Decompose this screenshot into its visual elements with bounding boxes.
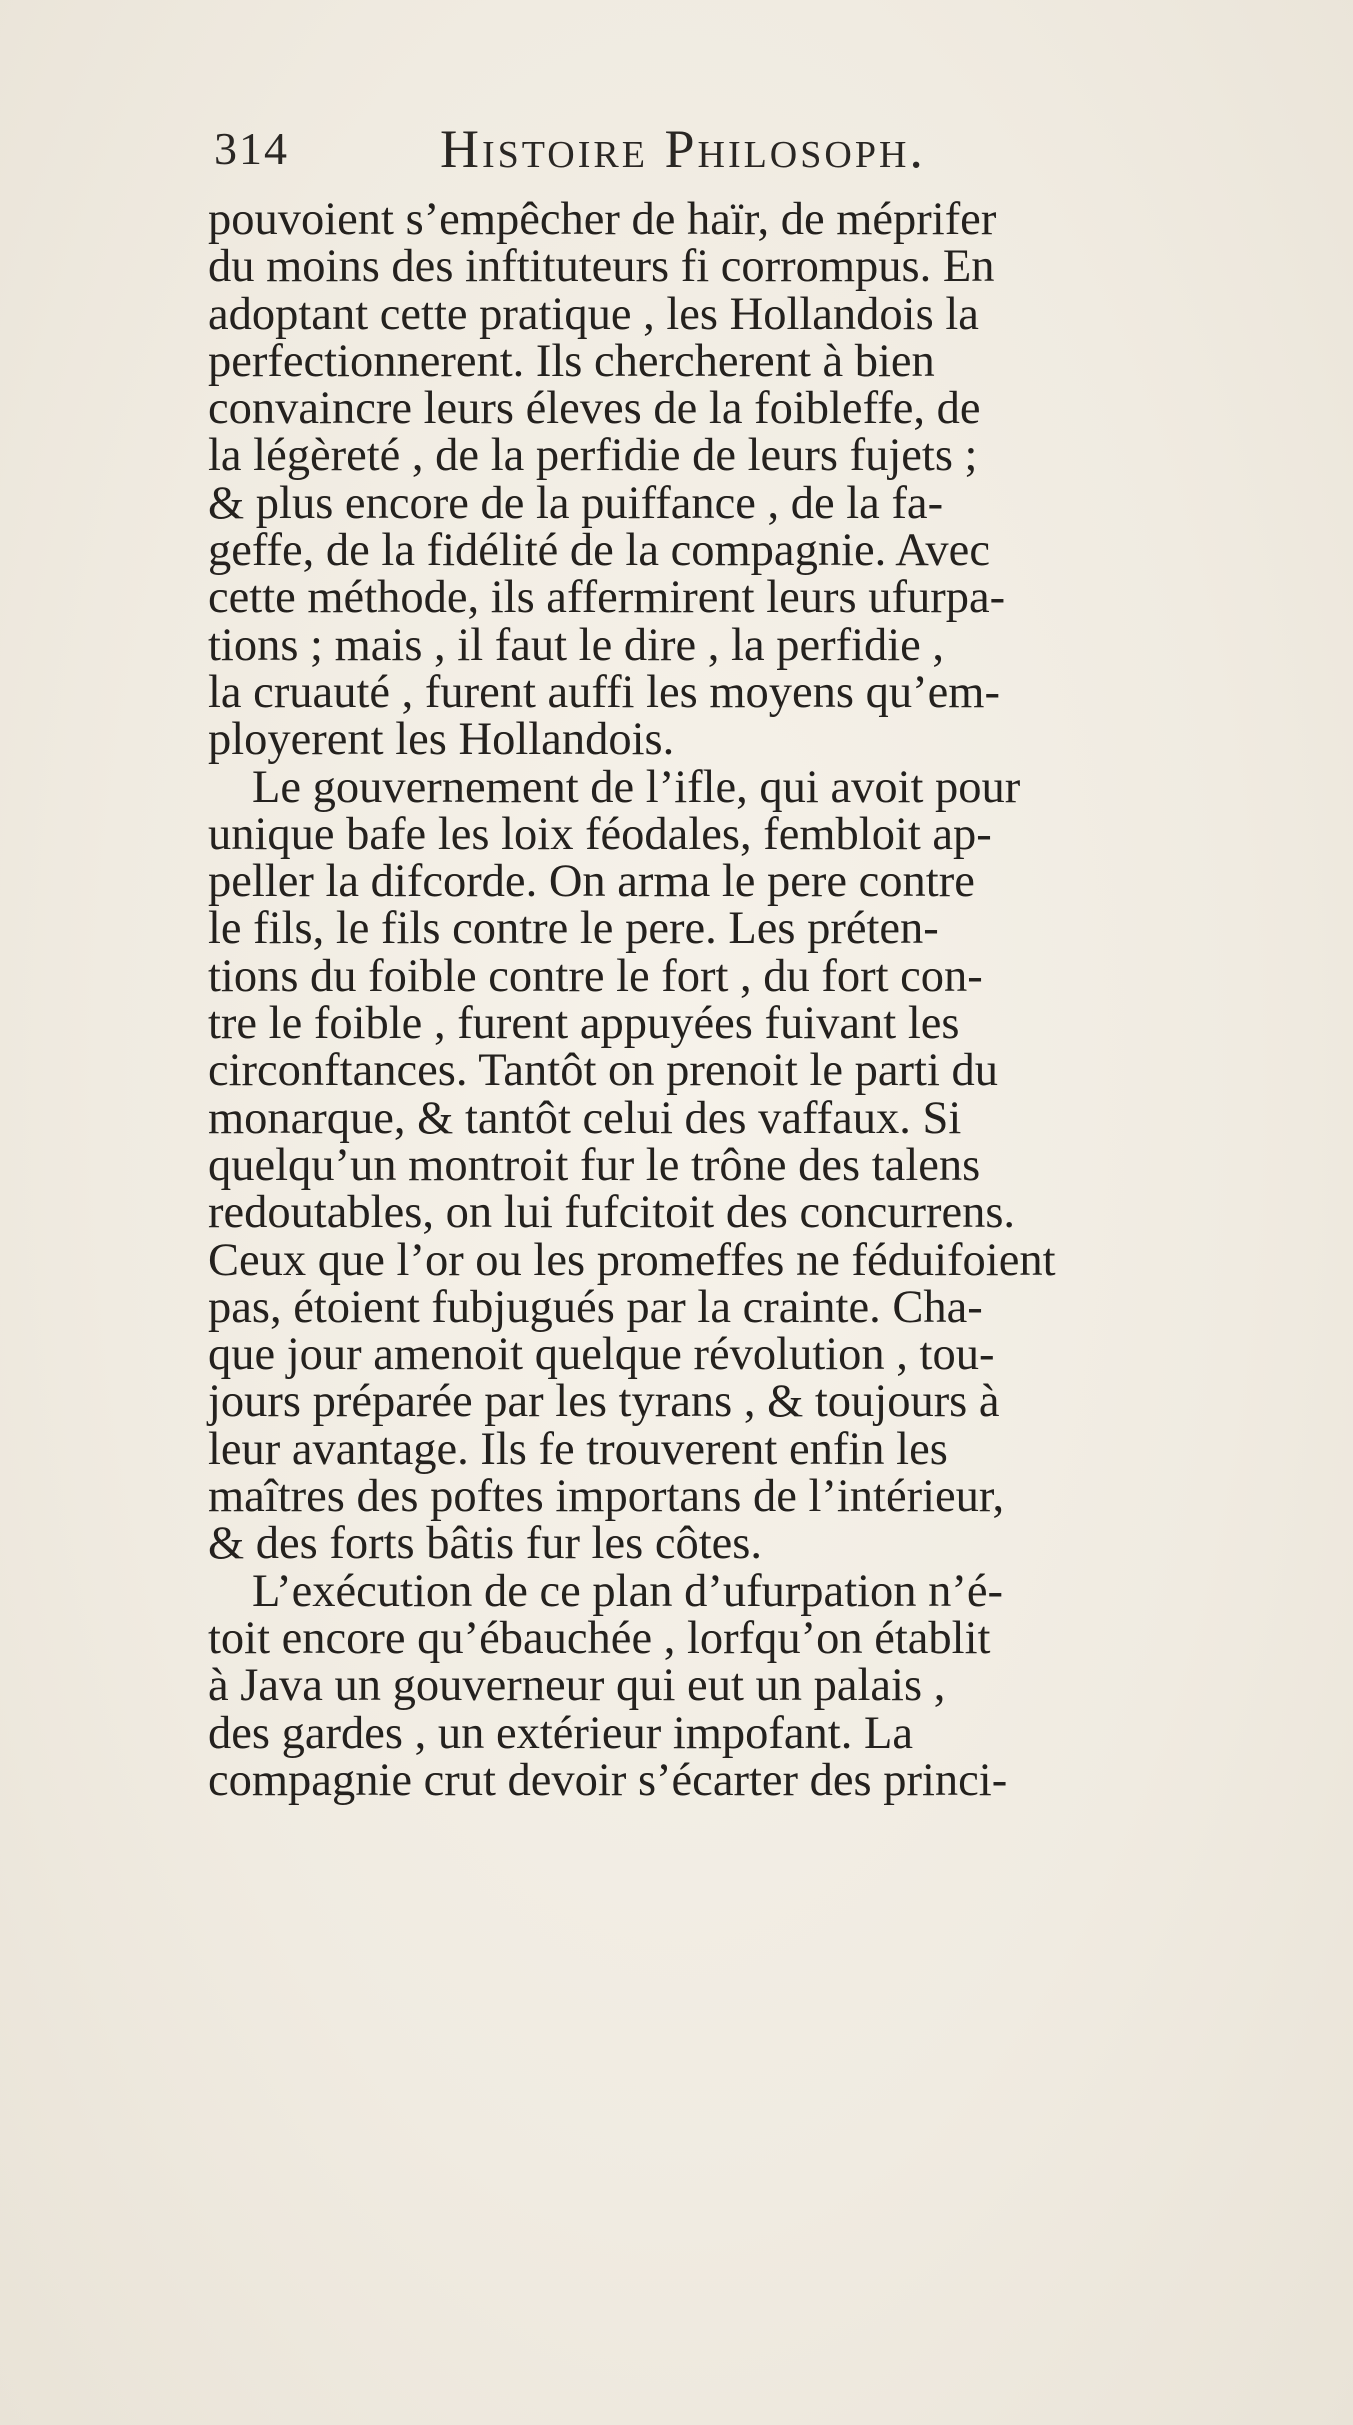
text-line: monarque, & tantôt celui des vaffaux. Si	[208, 1092, 962, 1144]
text-line: Ceux que l’or ou les promeffes ne féduifoient	[208, 1234, 1056, 1286]
text-line: jours préparée par les tyrans , & toujours à	[208, 1376, 1000, 1428]
paragraph-start-line: Le gouvernement de l’ifle, qui avoit pour	[252, 761, 1021, 813]
text-line: convaincre leurs éleves de la foibleffe, de	[208, 383, 981, 435]
text-line: perfectionnerent. Ils chercherent à bien	[208, 335, 935, 387]
text-line: redoutables, on lui fufcitoit des concurrens.	[208, 1187, 1016, 1239]
text-line: leur avantage. Ils fe trouverent enfin les	[208, 1423, 948, 1475]
page-header	[214, 118, 1114, 188]
paragraph-start-line: L’exécution de ce plan d’ufurpation n’é-	[252, 1565, 1004, 1617]
text-line: tions du foible contre le fort , du fort con-	[208, 950, 983, 1002]
text-line: toit encore qu’ébauchée , lorfqu’on établit	[208, 1612, 991, 1664]
text-line: le fils, le fils contre le pere. Les préten-	[208, 903, 939, 955]
text-line: circonftances. Tantôt on prenoit le parti du	[208, 1045, 999, 1097]
text-line: adoptant cette pratique , les Hollandois la	[208, 288, 979, 340]
text-line: tre le foible , furent appuyées fuivant les	[208, 998, 960, 1050]
text-line: du moins des inftituteurs fi corrompus. En	[208, 241, 995, 293]
text-line: des gardes , un extérieur impofant. La	[208, 1707, 913, 1759]
text-line: ployerent les Hollandois.	[208, 714, 675, 766]
text-line: quelqu’un montroit fur le trône des talens	[208, 1139, 981, 1191]
body-text	[208, 196, 1353, 1804]
text-line: pas, étoient fubjugués par la crainte. Cha-	[208, 1281, 983, 1333]
text-line: à Java un gouverneur qui eut un palais ,	[208, 1660, 946, 1712]
text-line: unique bafe les loix féodales, fembloit ap-	[208, 808, 992, 860]
text-line: maîtres des poftes importans de l’intérieur,	[208, 1471, 1005, 1523]
text-line: & des forts bâtis fur les côtes.	[208, 1518, 763, 1570]
text-line: peller la difcorde. On arma le pere contre	[208, 856, 975, 908]
text-line: compagnie crut devoir s’écarter des princi-	[208, 1754, 1008, 1806]
page-number: 314	[214, 123, 289, 174]
running-title: Histoire Philosoph.	[440, 119, 926, 179]
text-line: la légèreté , de la perfidie de leurs fujets ;	[208, 430, 978, 482]
text-line: cette méthode, ils affermirent leurs ufurpa-	[208, 572, 1006, 624]
text-line: pouvoient s’empêcher de haïr, de méprifer	[208, 194, 997, 245]
text-line: tions ; mais , il faut le dire , la perfidie ,	[208, 619, 945, 671]
text-line: que jour amenoit quelque révolution , tou-	[208, 1329, 995, 1381]
text-line: & plus encore de la puiffance , de la fa-	[208, 477, 944, 529]
text-line: la cruauté , furent auffi les moyens qu’em-	[208, 666, 1000, 718]
text-line: geffe, de la fidélité de la compagnie. Avec	[208, 525, 990, 577]
